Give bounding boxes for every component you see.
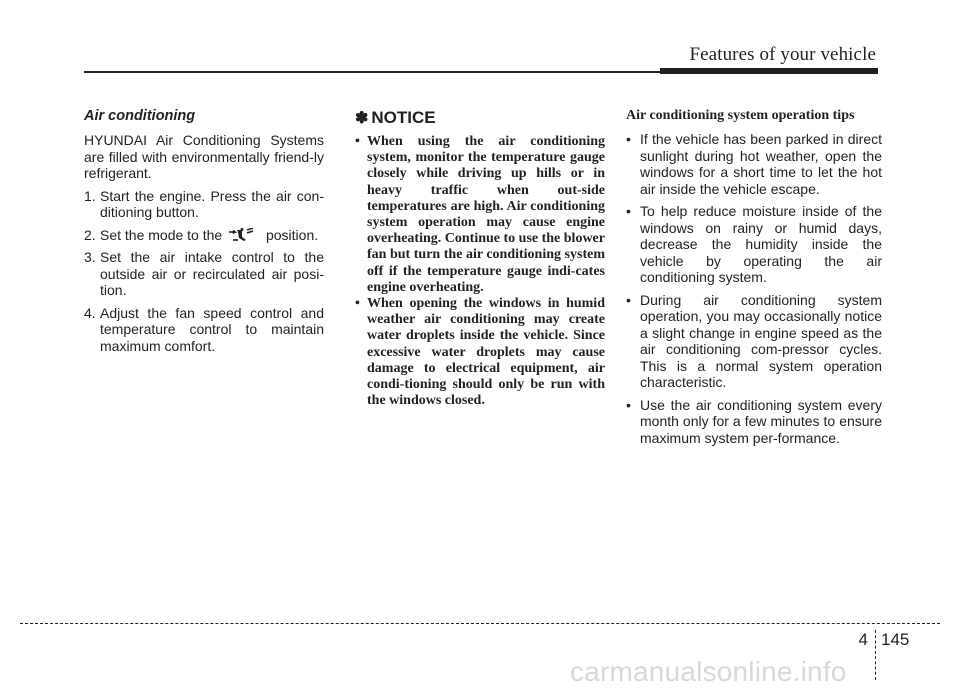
- step-number: 1.: [84, 187, 96, 204]
- notice-heading: [355, 108, 605, 128]
- list-item: [355, 134, 605, 296]
- list-item: [626, 131, 882, 197]
- bullet: •: [626, 396, 631, 413]
- bullet: •: [355, 296, 360, 312]
- header-rule-thick: [660, 68, 878, 74]
- floor-defrost-mode-icon: [226, 228, 262, 242]
- bullet: •: [626, 291, 631, 308]
- notice-text: When using the air conditioning system, monitor the temperature gauge closely while driving up hills or in heavy traffic when out-side temperatures are high. Air conditioning system operation may cause engine overheating. Continue to use the blower fan but turn the air conditioning system off if the temperature gauge indi-cates engine overheating.: [367, 134, 605, 295]
- section-heading: Air conditioning: [84, 108, 196, 124]
- header-rule: [84, 71, 662, 73]
- step-text: Set the air intake control to the outside air or recirculated air posi-tion.: [100, 249, 324, 298]
- notice-symbol: ✽: [355, 110, 369, 127]
- footer-divider: [20, 623, 940, 624]
- step-text-pre: Set the mode to the: [100, 226, 223, 243]
- intro-paragraph: HYUNDAI Air Conditioning Systems are filled with environmentally friend-ly refrigerant.: [84, 132, 324, 181]
- step-text-post: position.: [265, 226, 319, 243]
- watermark: carmanualsonline.info: [570, 656, 847, 687]
- chapter-number: 4: [858, 630, 868, 649]
- tips-heading: Air conditioning system operation tips: [626, 108, 855, 123]
- list-item: [84, 305, 324, 355]
- bullet: •: [626, 203, 631, 219]
- notice-title: NOTICE: [371, 108, 436, 127]
- notice-text: When opening the windows in humid weather air conditioning may create water droplets inside the vehicle. Since excessive water droplets may cause damage to electrical equipment, air condi-tioning should only be run with the windows closed.: [367, 296, 605, 409]
- step-number: 3.: [84, 249, 96, 265]
- tips-column: [626, 108, 882, 452]
- step-number: 2.: [84, 226, 96, 243]
- tip-text: To help reduce moisture inside of the windows on rainy or humid days, decrease the humidity inside the vehicle by operating the air conditioning system.: [640, 203, 882, 285]
- bullet: •: [626, 131, 631, 147]
- step-text: [100, 227, 324, 244]
- step-number: 4.: [84, 304, 96, 321]
- footer-page-divider: [875, 630, 876, 680]
- tip-text: Use the air conditioning system every month only for a few minutes to ensure maximum system per-formance.: [640, 396, 882, 446]
- list-item: [626, 203, 882, 286]
- list-item: [355, 296, 605, 409]
- page-number: 145: [881, 630, 910, 649]
- tips-list: [626, 131, 882, 446]
- header-title: Features of your vehicle: [689, 44, 876, 65]
- left-column: [84, 108, 324, 360]
- list-item: [626, 397, 882, 447]
- list-item: [84, 188, 324, 221]
- tip-text: If the vehicle has been parked in direct sunlight during hot weather, open the windows for a short time to let the hot air inside the vehicle escape.: [640, 131, 882, 197]
- step-text: Adjust the fan speed control and temperature control to maintain maximum comfort.: [100, 304, 324, 354]
- tip-text: During air conditioning system operation, you may occasionally notice a slight change in engine speed as the air conditioning com-pressor cycles. This is a normal system operation characteristic.: [640, 291, 882, 390]
- list-item: [626, 292, 882, 391]
- list-item: [84, 249, 324, 299]
- notice-list: [355, 134, 605, 409]
- bullet: •: [355, 134, 360, 149]
- list-item: [84, 227, 324, 244]
- step-text: Start the engine. Press the air con-ditioning button.: [100, 187, 324, 220]
- steps-list: [84, 188, 324, 355]
- notice-column: [355, 108, 605, 409]
